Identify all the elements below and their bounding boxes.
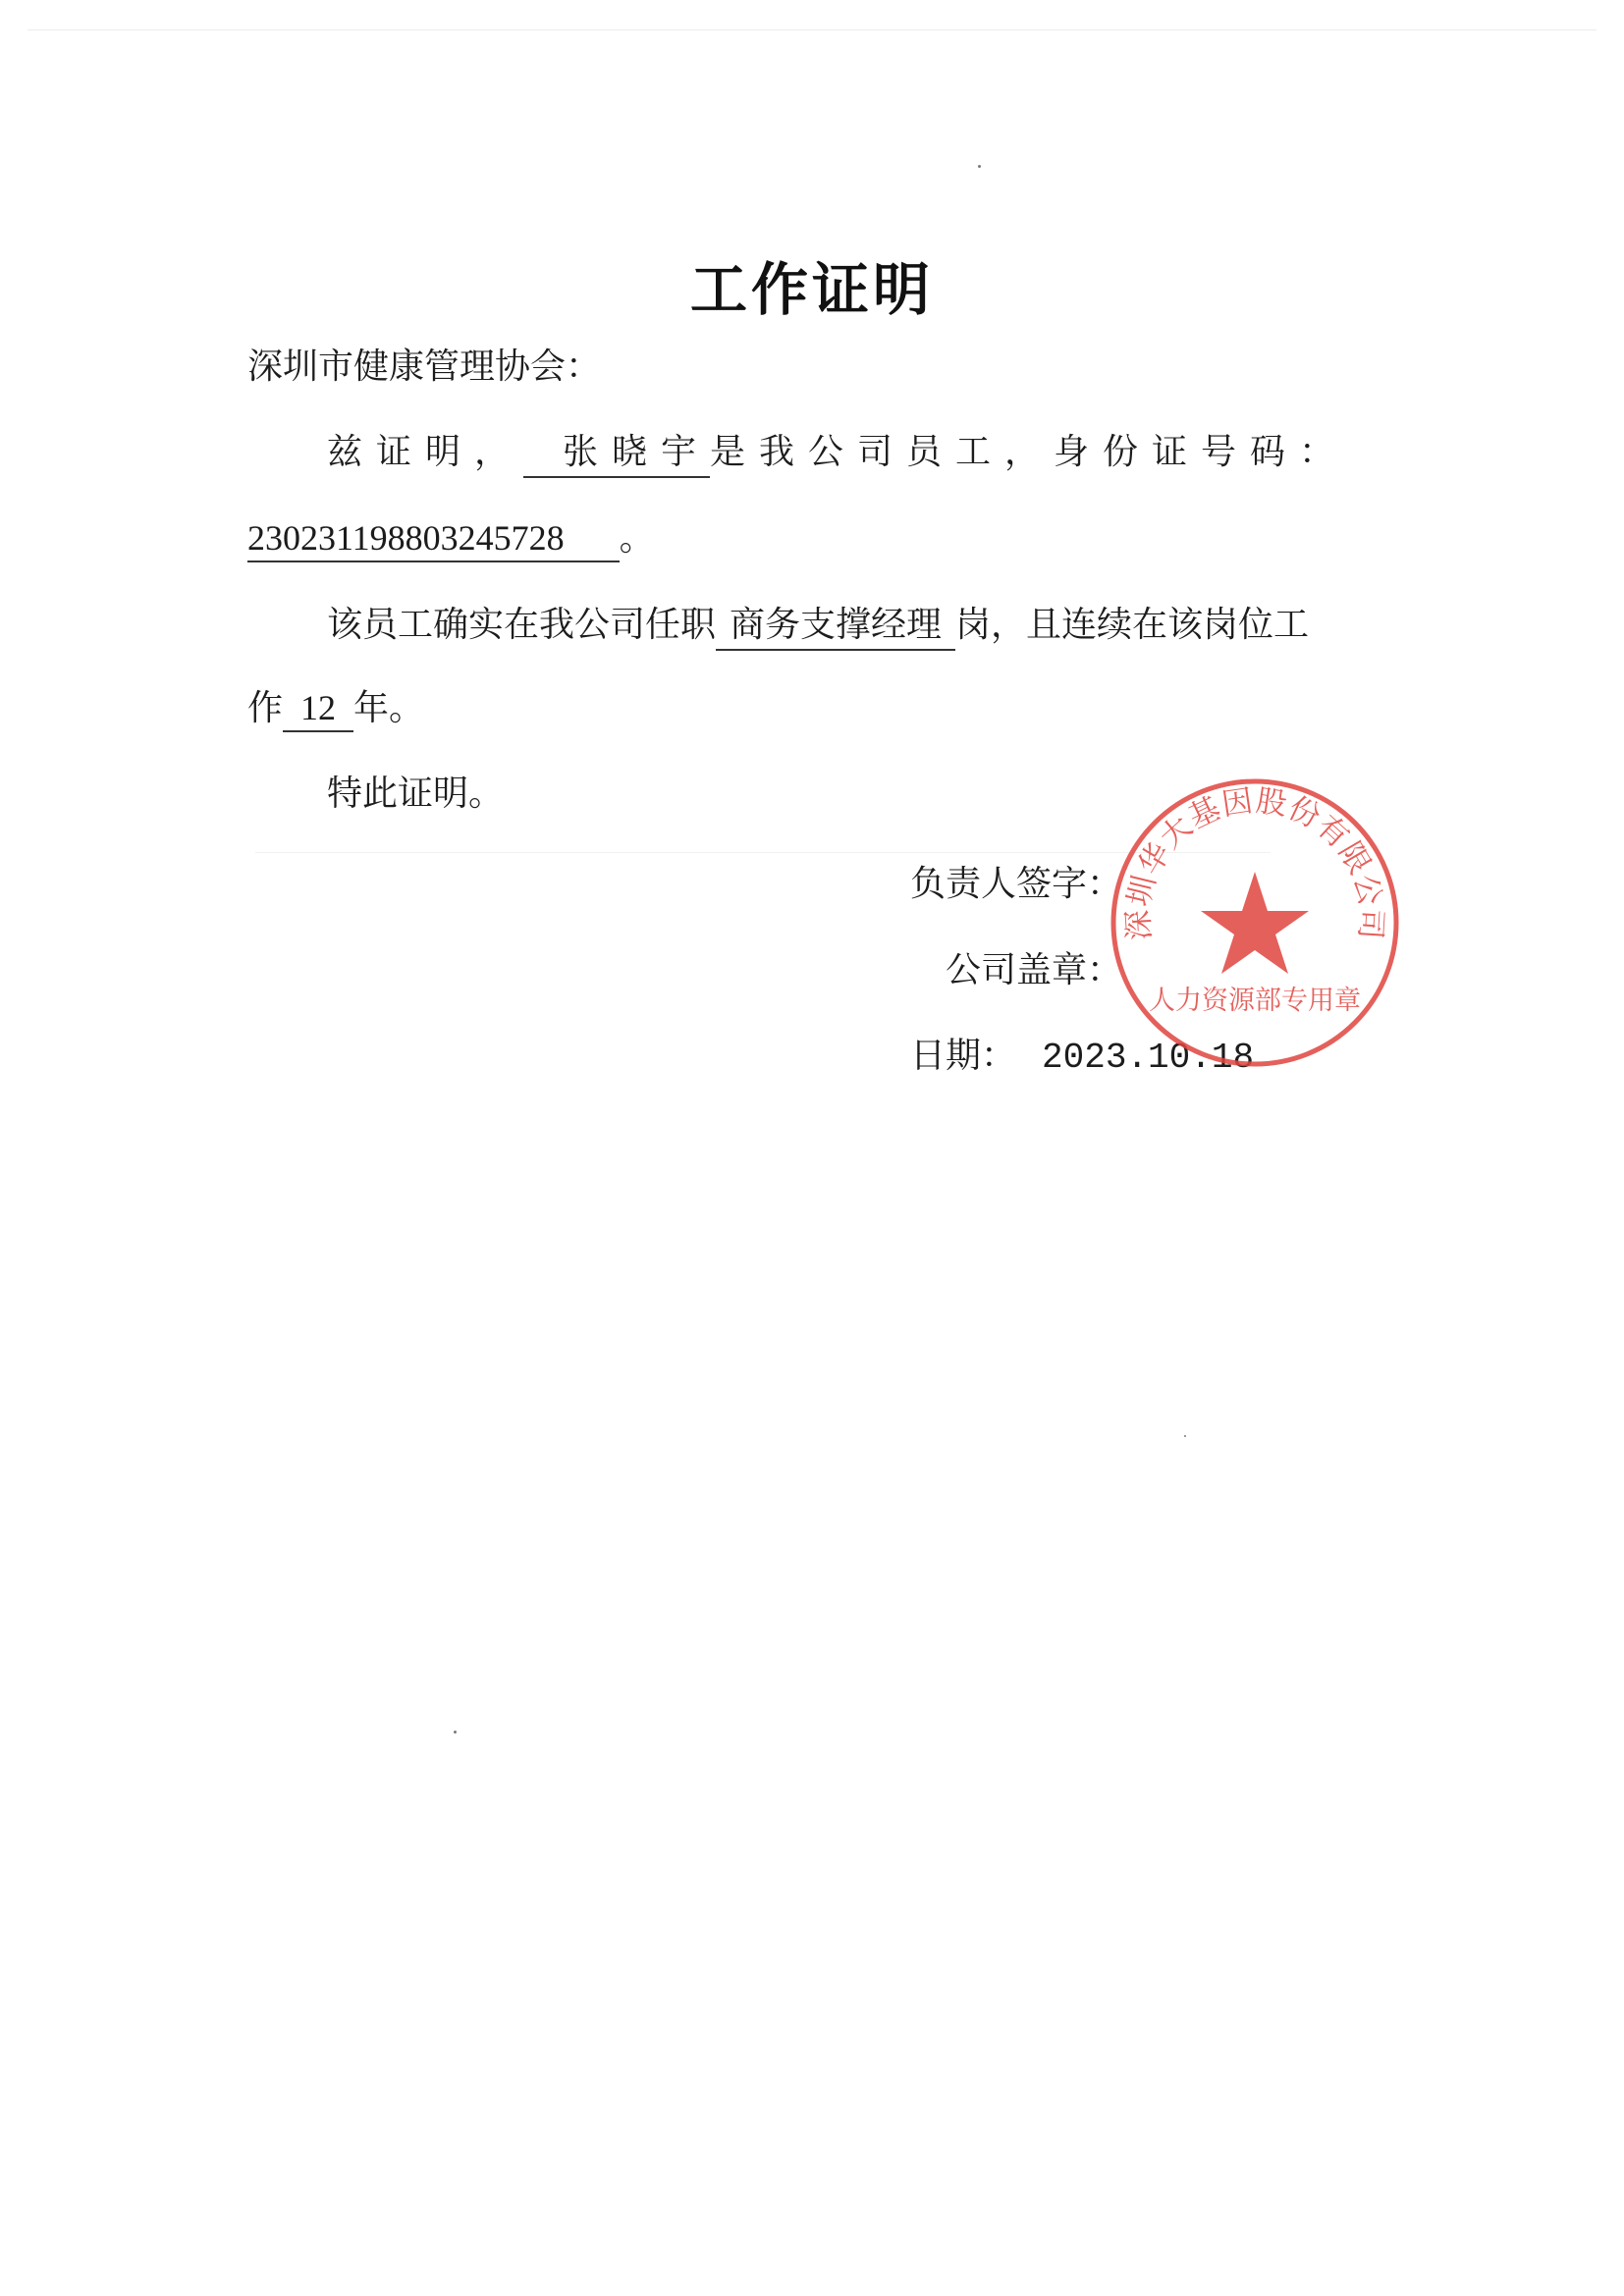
position-prefix: 该员工确实在我公司任职 bbox=[327, 605, 717, 645]
scan-speck bbox=[1184, 1435, 1186, 1437]
position-line bbox=[327, 597, 1309, 651]
id-number-end: 。 bbox=[619, 518, 655, 559]
closing-line: 特此证明。 bbox=[327, 774, 505, 814]
years-suffix: 年。 bbox=[353, 688, 425, 728]
id-number-line bbox=[247, 510, 655, 562]
certify-middle: 是我公司员工，身份证号码： bbox=[710, 432, 1349, 472]
employee-position: 商务支撑经理 bbox=[716, 597, 955, 651]
certify-line bbox=[327, 424, 1348, 478]
scan-speck bbox=[454, 1731, 457, 1734]
document-title: 工作证明 bbox=[689, 256, 934, 323]
date-label: 日期： bbox=[910, 1036, 1017, 1076]
position-middle: 岗，且连续在该岗位工 bbox=[955, 605, 1310, 645]
star-icon bbox=[1201, 872, 1309, 974]
years-prefix: 作 bbox=[247, 688, 284, 728]
seal-outer-text: 深圳华大基因股份有限公司 bbox=[1120, 782, 1389, 941]
recipient-line: 深圳市健康管理协会： bbox=[247, 347, 602, 387]
seal-label: 公司盖章： bbox=[946, 950, 1123, 990]
years-value: 12 bbox=[283, 687, 353, 732]
scan-edge-line bbox=[27, 29, 1597, 30]
signature-label: 负责人签字： bbox=[910, 864, 1123, 904]
id-number: 230231198803245728 bbox=[247, 517, 620, 562]
certify-prefix: 兹证明， bbox=[327, 432, 524, 472]
seal-inner-text: 人力资源部专用章 bbox=[1149, 986, 1361, 1016]
employee-name: 张晓宇 bbox=[523, 424, 710, 478]
years-line bbox=[247, 680, 424, 732]
scan-speck bbox=[978, 165, 981, 168]
company-seal bbox=[1108, 775, 1402, 1070]
date-value: 2023.10.18 bbox=[1042, 1038, 1255, 1078]
